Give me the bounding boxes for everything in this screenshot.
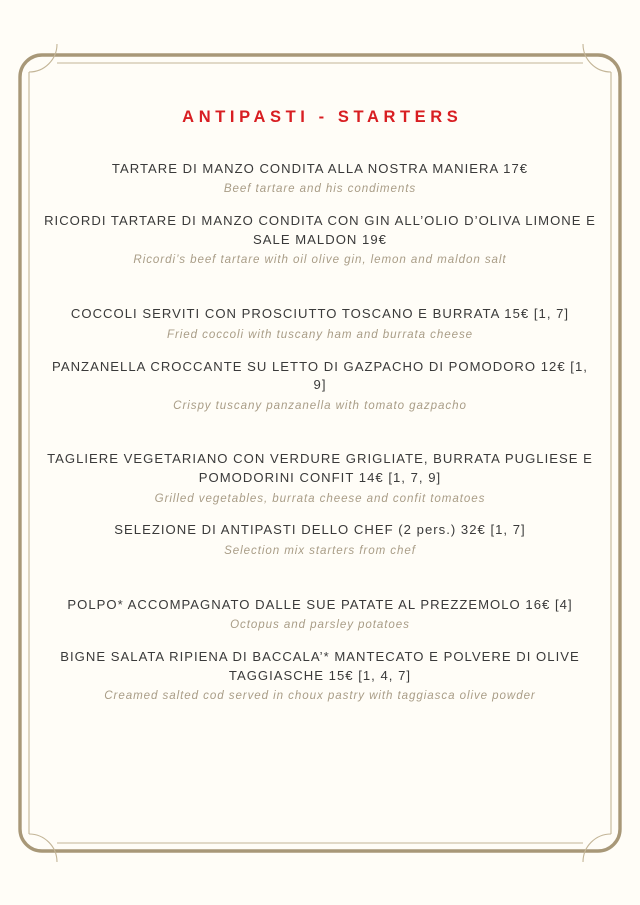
menu-item	[42, 160, 598, 198]
menu-item-description: Ricordi’s beef tartare with oil olive gin, lemon and maldon salt	[133, 253, 507, 267]
dish-group	[42, 596, 598, 705]
section-title: ANTIPASTI - STARTERS	[182, 108, 463, 126]
menu-item-name: SELEZIONE DI ANTIPASTI DELLO CHEF (2 pers.) 32€ [1, 7]	[114, 522, 526, 538]
menu-item-description: Grilled vegetables, burrata cheese and confit tomatoes	[154, 491, 486, 505]
menu-item	[42, 212, 598, 269]
dish-group	[42, 305, 598, 414]
menu-item	[42, 596, 598, 634]
menu-item	[42, 305, 598, 343]
dish-group	[42, 160, 598, 269]
menu-item-description: Octopus and parsley potatoes	[230, 618, 410, 632]
menu-item-description: Beef tartare and his condiments	[223, 182, 417, 196]
menu-item-name: TARTARE DI MANZO CONDITA ALLA NOSTRA MANIERA 17€	[111, 160, 529, 176]
menu-item	[42, 358, 598, 415]
menu-item	[42, 450, 598, 507]
menu-item-name: RICORDI TARTARE DI MANZO CONDITA CON GIN ALL’OLIO D’OLIVA LIMONE E SALE MALDON 19€	[44, 213, 596, 247]
menu-item-name: BIGNE SALATA RIPIENA DI BACCALA’* MANTECATO E POLVERE DI OLIVE TAGGIASCHE 15€ [1, 4, 7]	[60, 649, 580, 683]
dish-group	[42, 450, 598, 559]
menu-item-name: COCCOLI SERVITI CON PROSCIUTTO TOSCANO E BURRATA 15€ [1, 7]	[70, 306, 570, 322]
menu-content	[34, 70, 606, 842]
menu-item-name: TAGLIERE VEGETARIANO CON VERDURE GRIGLIATE, BURRATA PUGLIESE E POMODORINI CONFIT 14€ [1, 7, 9]	[47, 451, 593, 486]
menu-item	[42, 521, 598, 559]
menu-item-name: PANZANELLA CROCCANTE SU LETTO DI GAZPACHO DI POMODORO 12€ [1, 9]	[52, 358, 588, 393]
menu-item-description: Fried coccoli with tuscany ham and burrata cheese	[166, 327, 474, 341]
menu-item-name: POLPO* ACCOMPAGNATO DALLE SUE PATATE AL PREZZEMOLO 16€ [4]	[67, 596, 573, 612]
menu-item	[42, 648, 598, 705]
menu-item-description: Crispy tuscany panzanella with tomato gazpacho	[173, 398, 467, 412]
menu-item-description: Selection mix starters from chef	[224, 543, 416, 557]
menu-item-description: Creamed salted cod served in choux pastry with taggiasca olive powder	[104, 689, 536, 703]
